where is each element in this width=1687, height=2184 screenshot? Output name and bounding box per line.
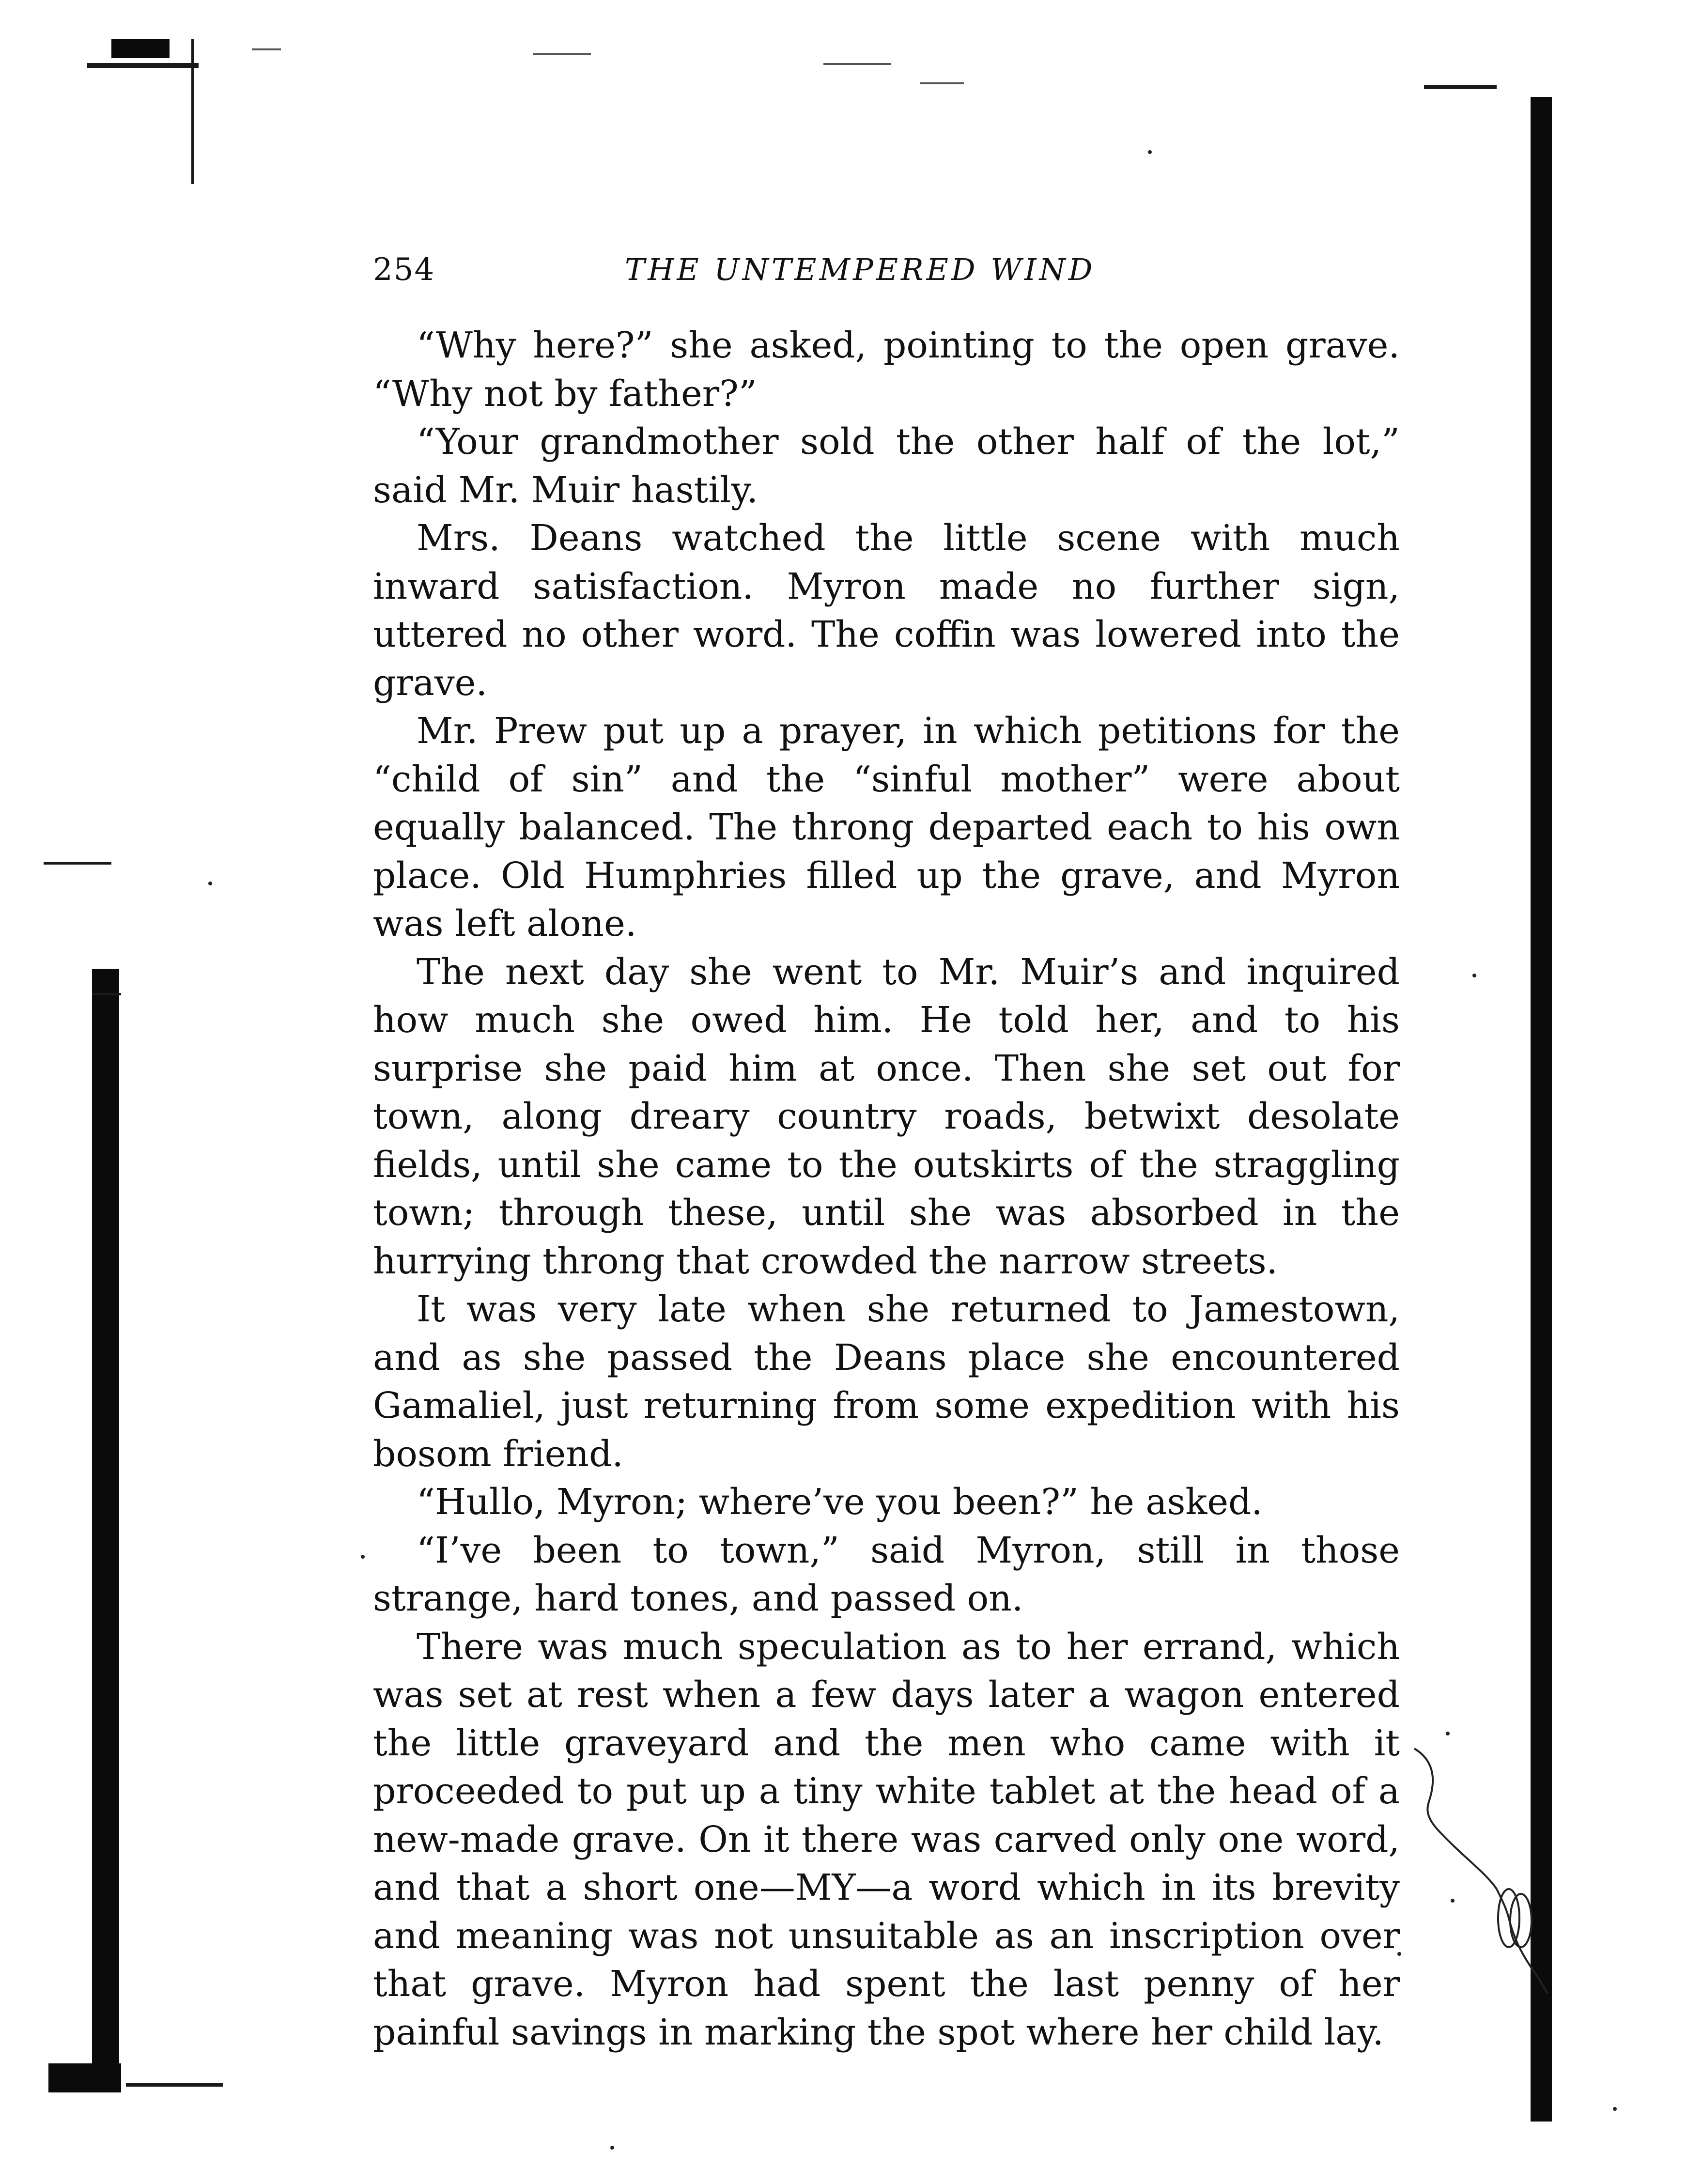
running-head-title: THE UNTEMPERED WIND [625, 252, 1096, 287]
page-body [373, 322, 1400, 2057]
speck [1613, 2107, 1617, 2111]
paragraph: “I’ve been to town,” said Myron, still in those strange, hard tones, and passed on. [373, 1529, 1400, 1619]
top-edge-mark [252, 48, 281, 50]
paragraph: “Your grandmother sold the other half of the lot,” said Mr. Muir hastily. [373, 421, 1400, 511]
speck [610, 2146, 614, 2150]
running-header [373, 252, 1400, 295]
paragraph: The next day she went to Mr. Muir’s and inquired how much she owed him. He told her, and to his surprise she paid him at once. Then she set out for town, along dreary country roads, betwixt desolate fields, until she came to the outskirts of the straggling town; through these, until she was absorbed in the hurrying throng that crowded the narrow streets. [373, 951, 1400, 1282]
speck [1446, 1732, 1450, 1735]
paragraph: “Hullo, Myron; where’ve you been?” he asked. [417, 1481, 1263, 1523]
handwritten-mark [1405, 1744, 1550, 2054]
top-edge-mark [823, 63, 891, 65]
paragraph: There was much speculation as to her errand, which was set at rest when a few days later a wagon entered the little graveyard and the men who came with it proceeded to put up a tiny white tablet at the head of a new-made grave. On it there was carved only one word, and that a short one—MY—a word which in its brevity and meaning was not unsuitable as an inscription over that grave. Myron had spent the last penny of her painful savings in marking the spot where her child lay. [373, 1626, 1400, 2053]
speck [361, 1555, 365, 1559]
speck [1472, 974, 1476, 977]
top-edge-mark [920, 82, 964, 84]
top-left-vertical [191, 39, 194, 184]
paragraph: “Why here?” she asked, pointing to the open grave. “Why not by father?” [373, 325, 1400, 415]
bottom-left-rule [126, 2083, 223, 2087]
paragraph: Mrs. Deans watched the little scene with much inward satisfaction. Myron made no further sign, uttered no other word. The coffin was lowered into the grave. [373, 517, 1400, 704]
left-margin-rule-2 [92, 993, 121, 995]
top-edge-mark [533, 53, 591, 55]
top-left-blot [111, 39, 170, 58]
top-right-rule [1424, 85, 1497, 89]
left-margin-rule [44, 862, 111, 865]
paragraph: It was very late when she returned to Jamestown, and as she passed the Deans place she encountered Gamaliel, just returning from some expedition with his bosom friend. [373, 1288, 1400, 1475]
left-binding-shadow [92, 969, 119, 2083]
left-corner-blot [48, 2063, 121, 2092]
speck [1148, 150, 1152, 154]
paragraph: Mr. Prew put up a prayer, in which petitions for the “child of sin” and the “sinful mother” were about equally balanced. The throng departed each to his own place. Old Humphries filled up the grave, and Myron was left alone. [373, 710, 1400, 945]
page-number: 254 [373, 252, 435, 288]
top-left-rule [87, 63, 199, 68]
speck [208, 882, 212, 885]
